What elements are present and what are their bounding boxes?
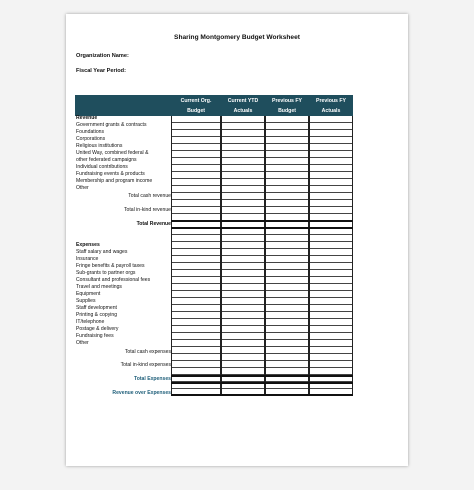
revenue-item: Government grants & contracts — [76, 122, 147, 128]
revenue-item: Other — [76, 185, 89, 191]
revenue-item: Corporations — [76, 136, 106, 142]
expense-item: Staff salary and wages — [76, 249, 128, 255]
total-inkind-revenue-label: Total in-kind revenue — [123, 207, 171, 213]
worksheet-page — [66, 14, 408, 466]
document-title: Sharing Montgomery Budget Worksheet — [174, 34, 300, 41]
revenue-item: Fundraising events & products — [76, 171, 145, 177]
grid-column-previous-fy-actuals[interactable] — [309, 116, 353, 396]
expense-item: Equipment — [76, 291, 101, 297]
total-cash-expenses-label: Total cash expenses — [124, 349, 171, 355]
revenue-heading: Revenue — [76, 115, 98, 121]
table-header — [75, 95, 353, 116]
revenue-item: Foundations — [76, 129, 105, 135]
expense-item: Postage & delivery — [76, 326, 119, 332]
total-expenses-rule — [171, 375, 353, 377]
total-revenue-rule — [171, 220, 353, 222]
column-header-current-ytd-actuals: Current YTD Actuals — [227, 98, 259, 114]
expense-item: Fringe benefits & payroll taxes — [76, 263, 145, 269]
row-labels — [75, 116, 171, 396]
revenue-item: United Way, combined federal & — [76, 150, 149, 156]
expense-item: Fundraising fees — [76, 333, 114, 339]
column-header-previous-fy-actuals: Previous FY Actuals — [316, 98, 346, 114]
organization-name-label: Organization Name: — [76, 53, 129, 59]
grid-column-previous-fy-budget[interactable] — [265, 116, 309, 396]
fiscal-year-label: Fiscal Year Period: — [76, 68, 126, 74]
expense-item: Insurance — [76, 256, 99, 262]
expense-item: Consultant and professional fees — [76, 277, 151, 283]
budget-grid — [171, 116, 353, 396]
revenue-item: Membership and program income — [76, 178, 153, 184]
total-expenses-label: Total Expenses — [134, 376, 171, 382]
expense-item: Supplies — [76, 298, 96, 304]
total-revenue-rule — [171, 227, 353, 229]
total-expenses-rule — [171, 382, 353, 384]
expense-item: IT/telephone — [76, 319, 105, 325]
total-revenue-label: Total Revenue — [136, 221, 171, 227]
column-header-current-org-budget: Current Org. Budget — [180, 98, 212, 114]
expense-item: Staff development — [76, 305, 117, 311]
grid-bottom-rule — [171, 394, 353, 396]
expense-item: Sub-grants to partner orgs — [76, 270, 136, 276]
total-cash-revenue-label: Total cash revenue — [128, 193, 171, 199]
revenue-item: Religious institutions — [76, 143, 123, 149]
revenue-over-expenses-label: Revenue over Expenses — [112, 390, 171, 396]
grid-column-current-org-budget[interactable] — [171, 116, 221, 396]
total-inkind-expenses-label: Total in-kind expenses — [120, 362, 171, 368]
revenue-item: other federated campaigns — [76, 157, 137, 163]
grid-column-current-ytd-actuals[interactable] — [221, 116, 265, 396]
revenue-item: Individual contributions — [76, 164, 128, 170]
expenses-heading: Expenses — [76, 242, 100, 248]
column-header-previous-fy-budget: Previous FY Budget — [272, 98, 302, 114]
expense-item: Printing & copying — [76, 312, 118, 318]
expense-item: Other — [76, 340, 89, 346]
expense-item: Travel and meetings — [76, 284, 122, 290]
